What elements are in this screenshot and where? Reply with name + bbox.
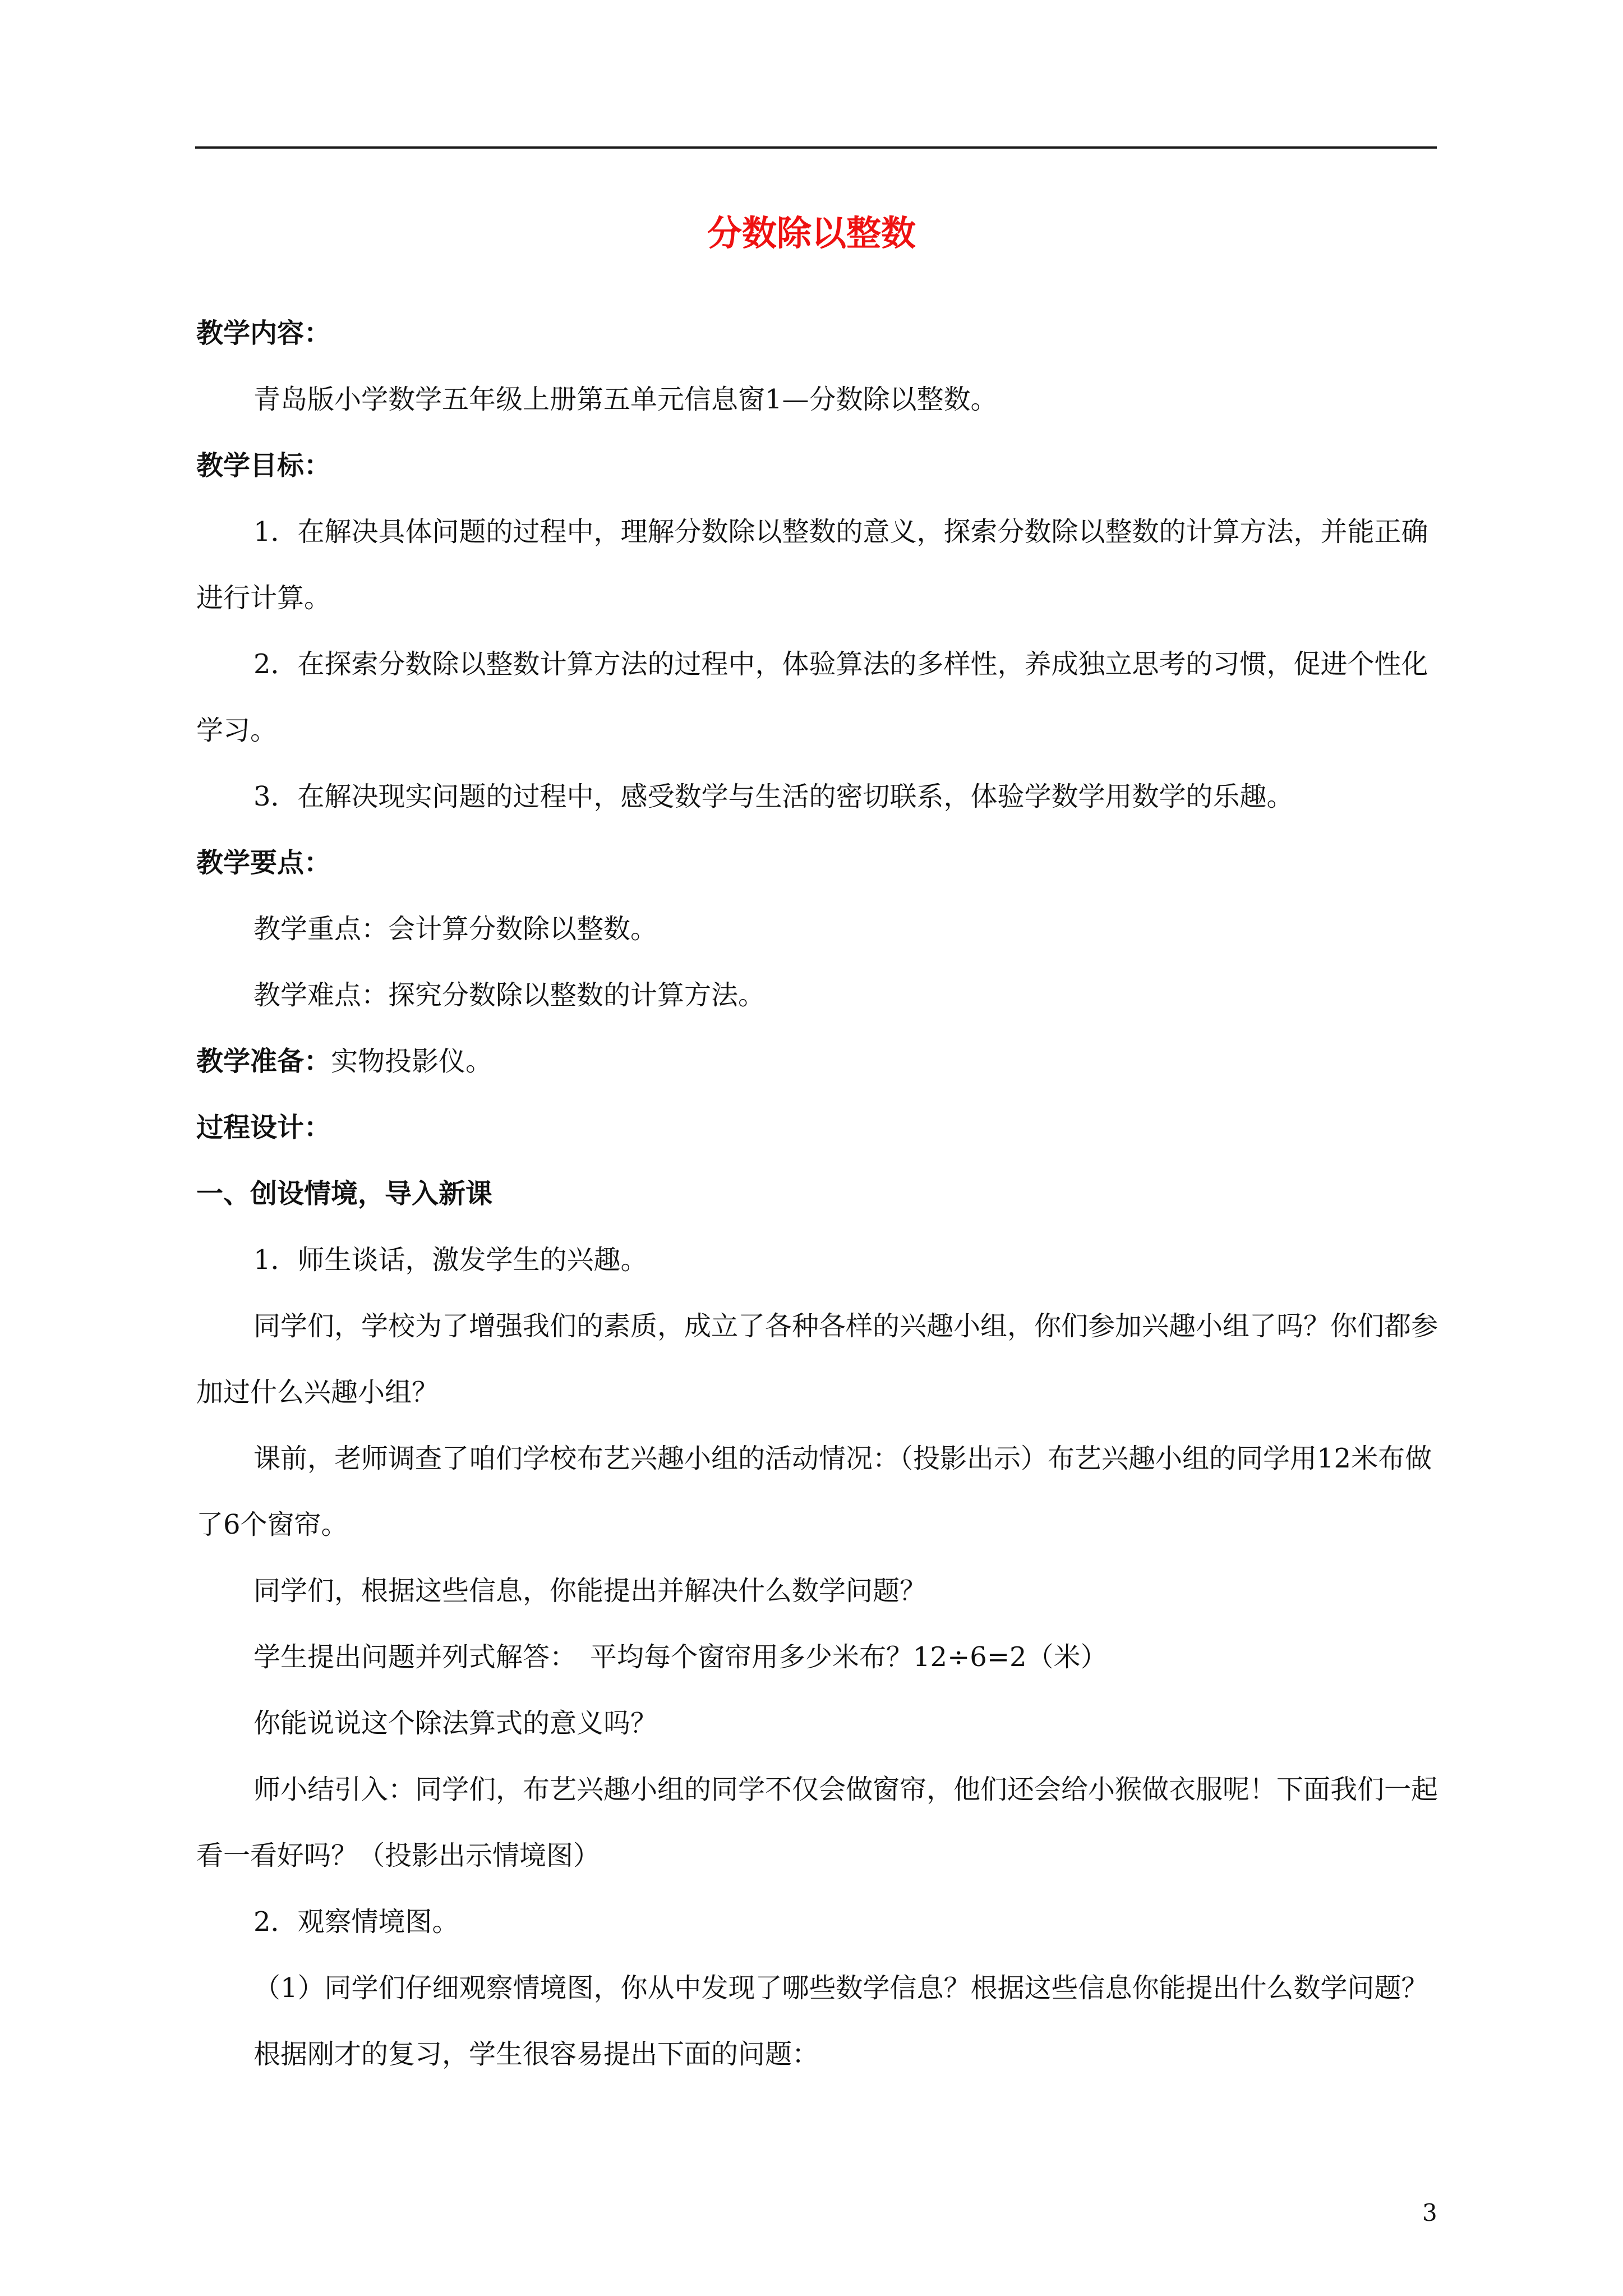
header-rule xyxy=(195,146,1437,149)
heading-teaching-content: 教学内容： xyxy=(196,318,331,349)
goal-item-3: 3．在解决现实问题的过程中，感受数学与生活的密切联系，体验学数学用数学的乐趣。 xyxy=(253,781,1294,812)
paragraph-1: 同学们，学校为了增强我们的素质，成立了各种各样的兴趣小组，你们参加兴趣小组了吗？你们都参加过什么兴趣小组？ xyxy=(196,1310,1438,1408)
paragraph-3: 同学们，根据这些信息，你能提出并解决什么数学问题？ xyxy=(253,1575,927,1607)
key-difficulty: 教学难点：探究分数除以整数的计算方法。 xyxy=(253,979,766,1011)
paragraph-4: 学生提出问题并列式解答： 平均每个窗帘用多少米布？12÷6=2（米） xyxy=(253,1641,1108,1673)
teaching-preparation xyxy=(196,1028,1438,1094)
page-number: 3 xyxy=(1422,2199,1437,2226)
preparation-text: 实物投影仪。 xyxy=(331,1046,493,1077)
key-focus: 教学重点：会计算分数除以整数。 xyxy=(253,913,658,945)
step-1: 1．师生谈话，激发学生的兴趣。 xyxy=(253,1244,648,1276)
document-body xyxy=(196,300,1438,2087)
heading-process-design: 过程设计： xyxy=(196,1112,331,1143)
page-title: 分数除以整数 xyxy=(707,213,916,254)
paragraph-7: （1）同学们仔细观察情境图，你从中发现了哪些数学信息？根据这些信息你能提出什么数学问题？ xyxy=(253,1972,1428,2004)
paragraph-5: 你能说说这个除法算式的意义吗？ xyxy=(253,1708,658,1739)
goal-item-1: 1．在解决具体问题的过程中，理解分数除以整数的意义，探索分数除以整数的计算方法，并能正确进行计算。 xyxy=(196,516,1428,614)
heading-key-points: 教学要点： xyxy=(196,847,331,878)
paragraph-2: 课前，老师调查了咱们学校布艺兴趣小组的活动情况：（投影出示）布艺兴趣小组的同学用12米布做了6个窗帘。 xyxy=(196,1443,1432,1540)
section-heading-1: 一、创设情境，导入新课 xyxy=(196,1178,493,1209)
paragraph-6: 师小结引入：同学们，布艺兴趣小组的同学不仅会做窗帘，他们还会给小猴做衣服呢！下面我们一起看一看好吗？（投影出示情境图） xyxy=(196,1774,1438,1871)
paragraph-8: 根据刚才的复习，学生很容易提出下面的问题： xyxy=(253,2039,819,2070)
goal-item-2: 2．在探索分数除以整数计算方法的过程中，体验算法的多样性，养成独立思考的习惯，促进个性化学习。 xyxy=(196,648,1428,746)
heading-teaching-goals: 教学目标： xyxy=(196,450,331,481)
preparation-label: 教学准备： xyxy=(196,1046,331,1077)
step-2: 2．观察情境图。 xyxy=(253,1906,459,1938)
paragraph-teaching-content: 青岛版小学数学五年级上册第五单元信息窗1—分数除以整数。 xyxy=(253,384,998,415)
